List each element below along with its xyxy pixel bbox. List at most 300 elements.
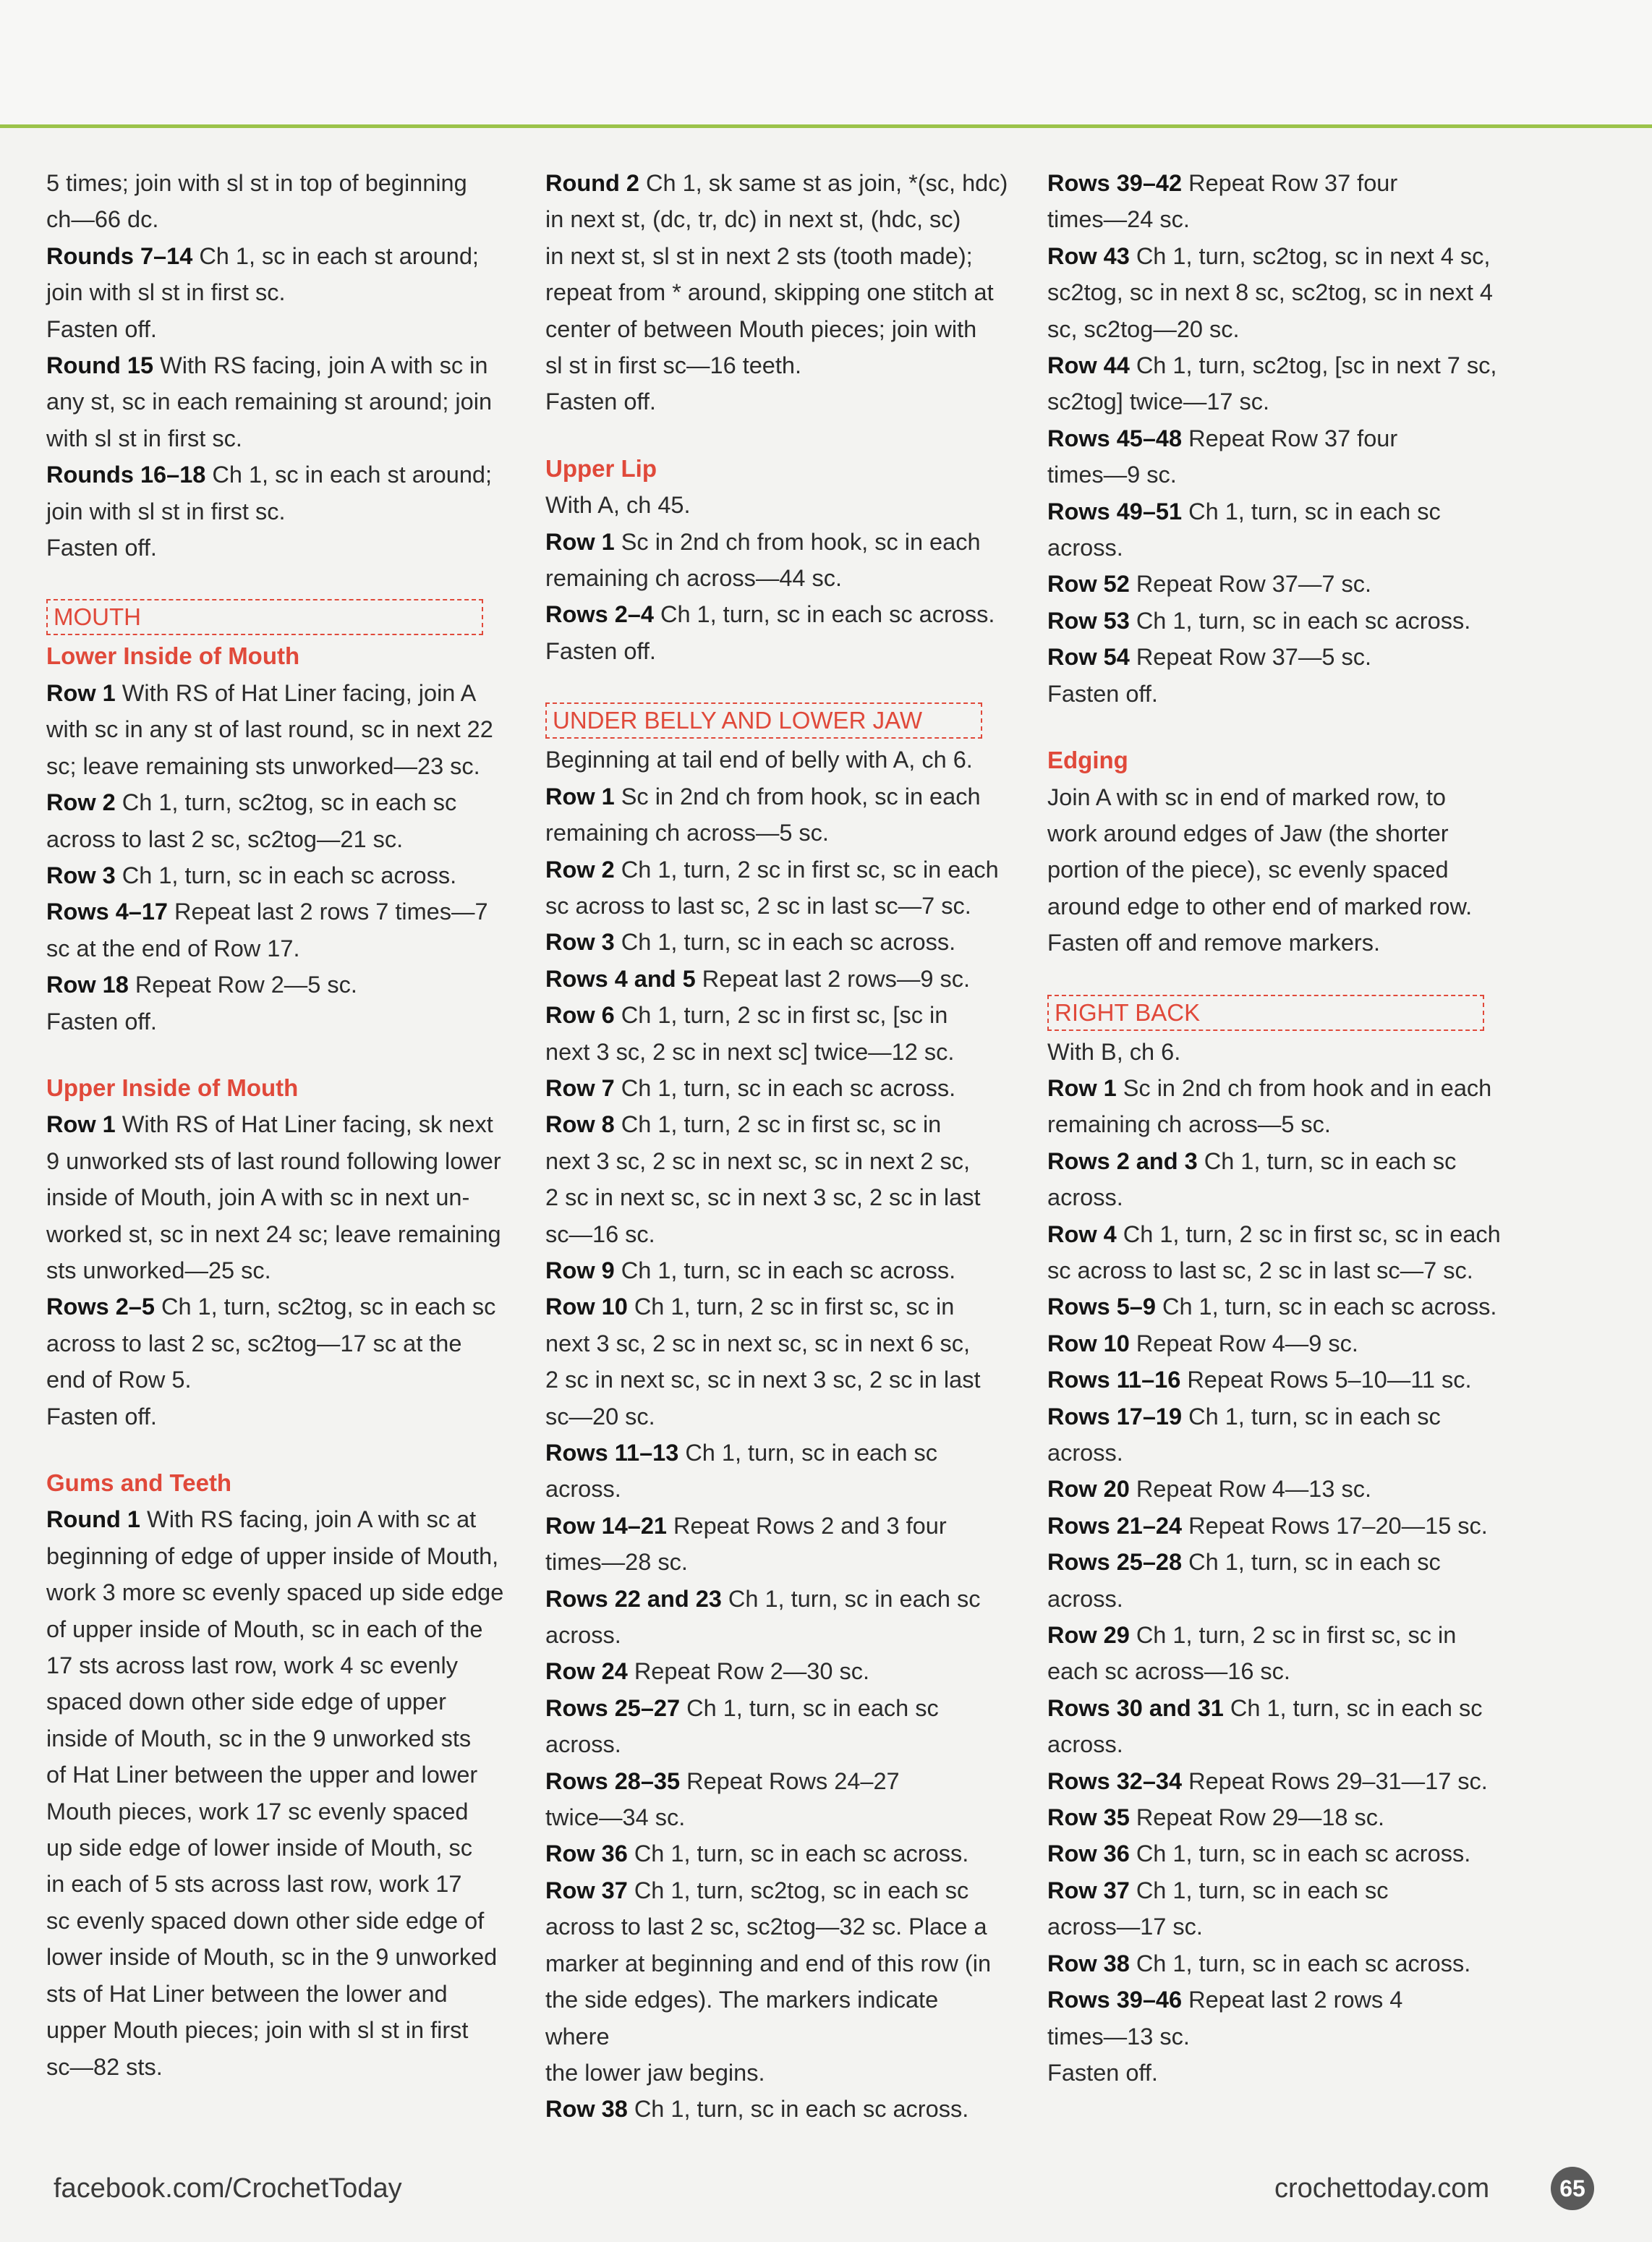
row-text: Ch 1, turn, sc in each sc across. — [1129, 607, 1471, 634]
instruction-line — [545, 1179, 1008, 1215]
row-text: Repeat Row 37 four — [1182, 170, 1398, 196]
instruction-line — [545, 311, 1008, 347]
instruction-line — [46, 893, 509, 930]
row-text: sc—16 sc. — [545, 1220, 655, 1247]
instruction-line — [545, 1653, 1008, 1689]
row-text: Ch 1, turn, sc in each sc — [1223, 1694, 1483, 1721]
instruction-line — [46, 1611, 509, 1647]
gums-instructions — [46, 1501, 509, 2085]
instruction-line — [46, 1252, 509, 1288]
row-label: Row 10 — [1047, 1330, 1130, 1356]
instruction-line — [545, 1690, 1008, 1726]
row-label: Row 1 — [545, 783, 615, 810]
row-text: Ch 1, sc in each st around; — [192, 242, 479, 269]
row-text: remaining ch across—5 sc. — [545, 820, 829, 846]
edging-instructions — [1047, 779, 1510, 961]
row-label: Row 3 — [545, 929, 615, 956]
instruction-line — [1047, 1325, 1510, 1362]
instruction-line — [1047, 1982, 1510, 2018]
instruction-line — [545, 524, 1008, 560]
row-text: each sc across—16 sc. — [1047, 1658, 1290, 1685]
row-text: Ch 1, turn, sc2tog, [sc in next 7 sc, — [1129, 352, 1497, 379]
row-text: Ch 1, turn, 2 sc in first sc, sc in — [627, 1294, 955, 1320]
instruction-line — [46, 1574, 509, 1610]
row-text: Ch 1, turn, sc in each sc — [678, 1440, 937, 1466]
column-3 — [1047, 165, 1510, 2091]
instruction-line — [545, 1982, 1008, 2055]
instruction-line — [46, 493, 509, 530]
instruction-line — [1047, 1288, 1510, 1325]
row-text: sc across to last sc, 2 sc in last sc—7 sc. — [1047, 1257, 1473, 1283]
instruction-line — [545, 1726, 1008, 1762]
instruction-line — [46, 1830, 509, 1866]
row-text: With B, ch 6. — [1047, 1038, 1181, 1065]
instruction-line — [545, 1799, 1008, 1835]
instruction-line — [46, 1538, 509, 1574]
instruction-line — [46, 1362, 509, 1398]
row-text: Sc in 2nd ch from hook, sc in each — [614, 783, 981, 810]
instruction-line — [545, 1872, 1008, 1908]
instruction-line — [46, 1976, 509, 2012]
row-text: Repeat Rows 5–10—11 sc. — [1180, 1367, 1472, 1393]
row-text: across. — [1047, 1184, 1123, 1211]
header-rule — [0, 124, 1652, 128]
instruction-line — [545, 1763, 1008, 1799]
instruction-line — [46, 1501, 509, 1537]
instruction-line — [1047, 311, 1510, 347]
row-label: Rows 5–9 — [1047, 1294, 1156, 1320]
instruction-line — [545, 815, 1008, 851]
instruction-line — [545, 633, 1008, 669]
footer-website-link[interactable]: crochettoday.com — [1274, 2173, 1490, 2204]
instruction-line — [46, 1647, 509, 1683]
instruction-line — [46, 1179, 509, 1215]
row-text: Sc in 2nd ch from hook and in each — [1116, 1074, 1492, 1101]
subheading-upper-inside-mouth: Upper Inside of Mouth — [46, 1074, 299, 1101]
row-label: Rows 32–34 — [1047, 1767, 1183, 1794]
col1-intro — [46, 165, 509, 566]
row-text: across. — [1047, 1440, 1123, 1466]
row-text: upper Mouth pieces; join with sl st in first — [46, 2017, 469, 2044]
instruction-line — [1047, 1508, 1510, 1544]
row-text: Ch 1, sc in each st around; — [205, 462, 492, 488]
subheading-edging: Edging — [1047, 747, 1128, 774]
row-text: Ch 1, turn, sc in each sc across. — [627, 2096, 969, 2123]
instruction-line — [545, 2055, 1008, 2091]
row-text: Ch 1, turn, sc2tog, sc in each sc — [154, 1294, 496, 1320]
instruction-line — [545, 238, 1008, 274]
row-label: Row 54 — [1047, 644, 1130, 671]
row-text: sc evenly spaced down other side edge of — [46, 1907, 485, 1934]
row-text: Join A with sc in end of marked row, to — [1047, 784, 1446, 810]
row-label: Rows 28–35 — [545, 1767, 681, 1794]
row-text: work 3 more sc evenly spaced up side edge — [46, 1579, 504, 1606]
row-text: spaced down other side edge of upper — [46, 1689, 446, 1715]
instruction-line — [46, 784, 509, 820]
row-label: Row 43 — [1047, 242, 1130, 269]
row-text: times—28 sc. — [545, 1549, 688, 1576]
row-text: sc—20 sc. — [545, 1403, 655, 1430]
row-text: center of between Mouth pieces; join with — [545, 315, 977, 342]
section-heading-under-belly: UNDER BELLY AND LOWER JAW — [545, 702, 982, 739]
row-text: 2 sc in next sc, sc in next 3 sc, 2 sc in last — [545, 1367, 981, 1393]
belly-instructions — [545, 742, 1008, 2127]
instruction-line — [1047, 238, 1510, 274]
row-text: Repeat Rows 24–27 — [680, 1767, 900, 1794]
row-text: around edge to other end of marked row. — [1047, 893, 1473, 920]
lower-mouth-instructions — [46, 675, 509, 1040]
instruction-line — [46, 857, 509, 893]
instruction-line — [545, 596, 1008, 632]
row-text: Fasten off. — [1047, 680, 1158, 707]
instruction-line — [46, 1903, 509, 1939]
instruction-line — [46, 201, 509, 237]
instruction-line — [1047, 852, 1510, 888]
row-text: Repeat Row 37—7 sc. — [1129, 571, 1371, 598]
row-label: Rows 49–51 — [1047, 498, 1183, 525]
row-label: Rows 39–42 — [1047, 170, 1183, 196]
instruction-line — [46, 930, 509, 967]
instruction-line — [545, 852, 1008, 888]
row-text: next 3 sc, 2 sc in next sc, sc in next 6 sc, — [545, 1330, 971, 1356]
instruction-line — [46, 1757, 509, 1793]
row-text: remaining ch across—5 sc. — [1047, 1111, 1331, 1138]
instruction-line — [545, 1034, 1008, 1070]
row-label: Row 14–21 — [545, 1512, 668, 1539]
row-text: With A, ch 45. — [545, 492, 691, 519]
row-text: Repeat last 2 rows—9 sc. — [695, 965, 971, 992]
instruction-line — [1047, 493, 1510, 530]
instruction-line — [46, 1216, 509, 1252]
instruction-line — [46, 530, 509, 566]
row-label: Rows 22 and 23 — [545, 1585, 722, 1612]
right-back-instructions — [1047, 1034, 1510, 2092]
row-text: up side edge of lower inside of Mouth, sc — [46, 1835, 472, 1861]
row-text: twice—34 sc. — [545, 1804, 686, 1831]
instruction-line — [1047, 1763, 1510, 1799]
row-label: Row 1 — [1047, 1074, 1117, 1101]
row-text: Repeat Row 37 four — [1182, 425, 1398, 451]
row-text: 2 sc in next sc, sc in next 3 sc, 2 sc in last — [545, 1184, 981, 1211]
row-text: Repeat last 2 rows 7 times—7 — [168, 899, 488, 925]
row-text: Beginning at tail end of belly with A, ch 6. — [545, 747, 973, 773]
instruction-line — [46, 1866, 509, 1902]
instruction-line — [1047, 1617, 1510, 1653]
instruction-line — [545, 487, 1008, 523]
instruction-line — [545, 1435, 1008, 1471]
row-label: Row 38 — [545, 2096, 628, 2123]
footer-facebook-link[interactable]: facebook.com/CrochetToday — [54, 2173, 402, 2204]
instruction-line — [545, 924, 1008, 960]
row-text: inside of Mouth, join A with sc in next un- — [46, 1184, 470, 1211]
row-text: Repeat Row 2—5 sc. — [128, 972, 357, 998]
row-label: Row 53 — [1047, 607, 1130, 634]
row-label: Rows 2 and 3 — [1047, 1147, 1198, 1174]
row-label: Rows 2–4 — [545, 601, 654, 628]
row-text: Repeat Row 29—18 sc. — [1129, 1804, 1385, 1831]
instruction-line — [1047, 1106, 1510, 1142]
instruction-line — [46, 1325, 509, 1362]
row-text: 5 times; join with sl st in top of beginning — [46, 170, 467, 196]
upper-lip-instructions — [545, 487, 1008, 669]
instruction-line — [46, 1288, 509, 1325]
row-label: Rounds 7–14 — [46, 242, 193, 269]
row-text: Ch 1, turn, sc in each sc — [1197, 1147, 1457, 1174]
row-label: Rows 39–46 — [1047, 1987, 1183, 2013]
instruction-line — [545, 778, 1008, 815]
row-text: marker at beginning and end of this row (in — [545, 1950, 992, 1976]
page-header-band — [0, 0, 1652, 124]
row-text: join with sl st in first sc. — [46, 498, 286, 525]
row-label: Rows 25–28 — [1047, 1549, 1183, 1576]
instruction-line — [1047, 201, 1510, 237]
instruction-line — [46, 1143, 509, 1179]
instruction-line — [1047, 1034, 1510, 1070]
column-1 — [46, 165, 509, 2085]
row-label: Row 20 — [1047, 1476, 1130, 1503]
instruction-line — [1047, 639, 1510, 675]
instruction-line — [1047, 1471, 1510, 1507]
instruction-line — [1047, 457, 1510, 493]
row-text: sc—82 sts. — [46, 2053, 163, 2080]
instruction-line — [545, 347, 1008, 383]
instruction-line — [1047, 1216, 1510, 1252]
row-text: of upper inside of Mouth, sc in each of the — [46, 1615, 483, 1642]
section-heading-right-back: RIGHT BACK — [1047, 995, 1484, 1031]
instruction-line — [545, 1835, 1008, 1872]
row-label: Round 15 — [46, 352, 154, 379]
row-label: Rows 2–5 — [46, 1294, 155, 1320]
row-label: Row 4 — [1047, 1220, 1117, 1247]
row-text: 17 sts across last row, work 4 sc evenly — [46, 1652, 458, 1679]
row-label: Row 36 — [1047, 1840, 1130, 1867]
row-label: Rows 21–24 — [1047, 1512, 1183, 1539]
row-text: across. — [545, 1622, 621, 1649]
row-label: Row 3 — [46, 862, 116, 888]
instruction-line — [1047, 347, 1510, 383]
row-label: Rows 45–48 — [1047, 425, 1183, 451]
instruction-line — [46, 457, 509, 493]
row-text: Ch 1, turn, 2 sc in first sc, sc in each — [614, 856, 999, 883]
row-text: Ch 1, turn, sc in each sc across. — [1129, 1840, 1471, 1867]
instruction-line — [545, 383, 1008, 420]
row-text: Repeat Rows 17–20—15 sc. — [1182, 1512, 1488, 1539]
instruction-line — [545, 1617, 1008, 1653]
row-label: Row 37 — [545, 1877, 628, 1903]
row-text: across. — [545, 1731, 621, 1758]
subheading-upper-lip: Upper Lip — [545, 454, 657, 482]
row-text: across. — [1047, 1585, 1123, 1612]
row-text: beginning of edge of upper inside of Mouth, — [46, 1542, 499, 1569]
row-text: 9 unworked sts of last round following lower — [46, 1147, 501, 1174]
instruction-line — [1047, 925, 1510, 961]
instruction-line — [1047, 603, 1510, 639]
row-text: times—9 sc. — [1047, 462, 1177, 488]
section-heading-mouth: MOUTH — [46, 599, 483, 635]
row-text: across to last 2 sc, sc2tog—32 sc. Place a — [545, 1914, 987, 1940]
instruction-line — [545, 1143, 1008, 1179]
row-text: remaining ch across—44 sc. — [545, 565, 843, 592]
row-label: Row 44 — [1047, 352, 1130, 379]
instruction-line — [1047, 1835, 1510, 1872]
row-label: Row 8 — [545, 1111, 615, 1138]
instruction-line — [545, 961, 1008, 997]
instruction-line — [46, 274, 509, 310]
instruction-line — [545, 165, 1008, 201]
round2-instructions — [545, 165, 1008, 420]
instruction-line — [46, 311, 509, 347]
row-label: Round 1 — [46, 1506, 140, 1533]
row-text: Ch 1, turn, 2 sc in first sc, sc in each — [1116, 1220, 1501, 1247]
instruction-line — [1047, 1252, 1510, 1288]
instruction-line — [1047, 383, 1510, 420]
row-text: in next st, sl st in next 2 sts (tooth made); — [545, 242, 973, 269]
row-text: Ch 1, turn, sc in each sc across. — [614, 1074, 956, 1101]
instruction-line — [1047, 1070, 1510, 1106]
jaw-rows-instructions — [1047, 165, 1510, 712]
row-label: Rows 11–16 — [1047, 1367, 1181, 1393]
row-text: with sl st in first sc. — [46, 425, 242, 451]
row-text: Ch 1, sk same st as join, *(sc, hdc) — [639, 170, 1008, 196]
subheading-gums-and-teeth: Gums and Teeth — [46, 1469, 232, 1496]
row-label: Row 1 — [545, 528, 615, 555]
instruction-line — [46, 967, 509, 1003]
row-label: Row 38 — [1047, 1950, 1130, 1976]
instruction-line — [46, 420, 509, 457]
instruction-line — [46, 748, 509, 784]
row-label: Row 29 — [1047, 1622, 1130, 1649]
row-text: With RS facing, join A with sc at — [140, 1506, 477, 1533]
row-text: end of Row 5. — [46, 1367, 192, 1393]
row-text: Ch 1, turn, 2 sc in first sc, sc in — [614, 1111, 942, 1138]
instruction-line — [545, 1288, 1008, 1325]
row-text: With RS of Hat Liner facing, join A — [115, 679, 477, 706]
row-label: Row 10 — [545, 1294, 628, 1320]
row-text: Ch 1, turn, sc in each sc — [721, 1585, 981, 1612]
row-label: Rows 4–17 — [46, 899, 169, 925]
instruction-line — [545, 1252, 1008, 1288]
instruction-line — [46, 383, 509, 420]
row-label: Row 1 — [46, 679, 116, 706]
row-text: sc, sc2tog—20 sc. — [1047, 315, 1240, 342]
row-text: Fasten off. — [46, 315, 157, 342]
instruction-line — [1047, 1799, 1510, 1835]
row-text: Ch 1, turn, sc in each sc across. — [1129, 1950, 1471, 1976]
row-text: sc2tog] twice—17 sc. — [1047, 388, 1270, 415]
instruction-line — [1047, 420, 1510, 457]
row-text: Repeat last 2 rows 4 — [1182, 1987, 1403, 2013]
row-label: Rows 11–13 — [545, 1440, 679, 1466]
instruction-line — [545, 1325, 1008, 1362]
row-text: Repeat Row 37—5 sc. — [1129, 644, 1371, 671]
row-text: lower inside of Mouth, sc in the 9 unworked — [46, 1944, 498, 1971]
row-text: worked st, sc in next 24 sc; leave remaining — [46, 1220, 501, 1247]
row-text: ch—66 dc. — [46, 206, 159, 233]
instruction-line — [545, 1945, 1008, 1982]
row-label: Row 52 — [1047, 571, 1130, 598]
instruction-line — [1047, 676, 1510, 712]
instruction-line — [545, 1508, 1008, 1544]
instruction-line — [46, 675, 509, 711]
row-text: Repeat Row 4—9 sc. — [1129, 1330, 1358, 1356]
instruction-line — [545, 1216, 1008, 1252]
instruction-line — [1047, 1581, 1510, 1617]
row-text: Ch 1, turn, sc in each sc across. — [627, 1840, 969, 1867]
row-text: sc; leave remaining sts unworked—23 sc. — [46, 752, 480, 779]
row-text: Fasten off. — [545, 637, 656, 664]
row-text: across. — [545, 1476, 621, 1503]
row-text: Ch 1, turn, sc2tog, sc in next 4 sc, — [1129, 242, 1491, 269]
instruction-line — [545, 1070, 1008, 1106]
row-text: With RS of Hat Liner facing, sk next — [115, 1111, 493, 1138]
row-text: portion of the piece), sc evenly spaced — [1047, 857, 1449, 883]
row-text: Fasten off. — [46, 535, 157, 561]
upper-mouth-instructions — [46, 1106, 509, 1435]
instruction-line — [545, 1362, 1008, 1398]
instruction-line — [46, 347, 509, 383]
row-text: Ch 1, turn, sc in each sc across. — [115, 862, 457, 888]
instruction-line — [1047, 1179, 1510, 1215]
row-text: with sc in any st of last round, sc in next 22 — [46, 716, 493, 743]
instruction-line — [545, 1908, 1008, 1945]
row-label: Round 2 — [545, 170, 639, 196]
row-label: Row 2 — [545, 856, 615, 883]
instruction-line — [1047, 1435, 1510, 1471]
row-text: Repeat Row 2—30 sc. — [627, 1658, 869, 1685]
instruction-line — [46, 1720, 509, 1757]
row-text: Ch 1, turn, sc in each sc — [1129, 1877, 1389, 1903]
instruction-line — [46, 1106, 509, 1142]
instruction-line — [1047, 274, 1510, 310]
row-text: Repeat Rows 29–31—17 sc. — [1182, 1767, 1488, 1794]
instruction-line — [545, 1471, 1008, 1507]
instruction-line — [46, 711, 509, 747]
row-text: Ch 1, turn, sc in each sc — [680, 1694, 939, 1721]
row-label: Row 37 — [1047, 1877, 1130, 1903]
instruction-line — [545, 1398, 1008, 1435]
row-text: Ch 1, turn, 2 sc in first sc, [sc in — [614, 1002, 948, 1029]
row-text: times—13 sc. — [1047, 2023, 1190, 2050]
instruction-line — [1047, 779, 1510, 815]
row-text: times—24 sc. — [1047, 206, 1190, 233]
row-text: Mouth pieces, work 17 sc evenly spaced — [46, 1798, 469, 1825]
row-text: Ch 1, turn, sc in each sc across. — [1155, 1294, 1497, 1320]
instruction-line — [1047, 1726, 1510, 1762]
row-text: Fasten off. — [46, 1008, 157, 1035]
row-text: next 3 sc, 2 sc in next sc] twice—12 sc. — [545, 1038, 955, 1065]
instruction-line — [1047, 1653, 1510, 1689]
instruction-line — [1047, 566, 1510, 602]
instruction-line — [1047, 1362, 1510, 1398]
row-text: sl st in first sc—16 teeth. — [545, 352, 802, 379]
page-number-badge: 65 — [1551, 2167, 1594, 2210]
instruction-line — [46, 1003, 509, 1040]
row-label: Row 1 — [46, 1111, 116, 1138]
row-text: Repeat Rows 2 and 3 four — [667, 1512, 947, 1539]
instruction-line — [1047, 530, 1510, 566]
row-label: Row 24 — [545, 1658, 628, 1685]
row-text: sc2tog, sc in next 8 sc, sc2tog, sc in next 4 — [1047, 279, 1493, 306]
instruction-line — [1047, 815, 1510, 852]
row-text: the lower jaw begins. — [545, 2059, 765, 2086]
row-text: inside of Mouth, sc in the 9 unworked sts — [46, 1725, 472, 1751]
instruction-line — [1047, 888, 1510, 925]
instruction-line — [46, 821, 509, 857]
instruction-line — [545, 2091, 1008, 2127]
row-text: sc at the end of Row 17. — [46, 935, 300, 961]
row-text: Ch 1, turn, sc in each sc — [1182, 1549, 1441, 1576]
row-label: Rows 4 and 5 — [545, 965, 696, 992]
